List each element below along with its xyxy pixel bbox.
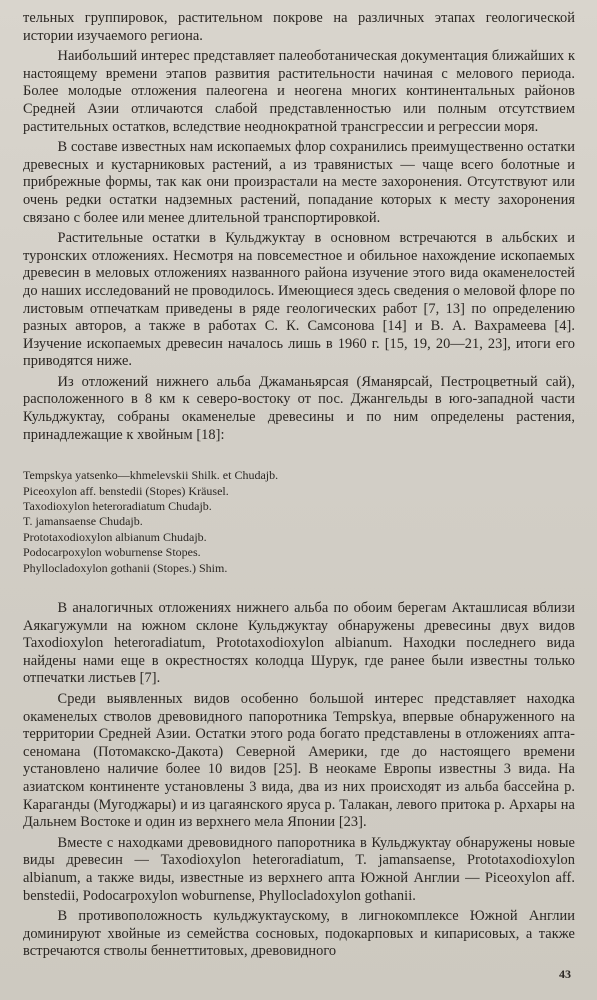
paragraph: Среди выявленных видов особенно большой интерес представляет находка окаменелых стволов древовидного папоротника Tempskya, впервые обнаруженного на территории Средней Азии. Остатки этого рода богато представлены в отложениях апта-сеномана (Потомакско-Дакота) Северной Америки, где до настоящего времени установлено наличие более 10 видов [25]. В неокаме Европы известны 3 вида. На азиатском континенте установлены 3 вида, два из них происходят из альба бассейна р. Караганды (Мугоджары) и из цагаянского яруса р. Талакан, левого притока р. Архары на Дальнем Востоке и один из верхнего мела Японии [23]. [23, 691, 575, 831]
paragraph: В противоположность кульджуктаускому, в лигнокомплексе Южной Англии доминируют хвойные из семейства сосновых, подокарповых и кипарисовых, а также встречаются стволы беннеттитовых, древовидного [23, 908, 575, 960]
species-item: Podocarpoxylon woburnense Stopes. [23, 545, 201, 560]
species-item: T. jamansaense Chudajb. [23, 514, 143, 529]
species-list [23, 468, 575, 576]
paragraph: Вместе с находками древовидного папоротника в Кульджуктау обнаружены новые виды древесин — Taxodioxylon heteroradiatum, T. jamansaense, Prototaxodioxylon albianum, а также виды, известные из верхнего апта Южной Англии — Piceoxylon aff. benstedii, Podocarpoxylon woburnense, Phyllocladoxylon gothanii. [23, 834, 575, 904]
species-item: Tempskya yatsenko—khmelevskii Shilk. et Chudajb. [23, 468, 279, 483]
page-number: 43 [559, 967, 571, 981]
species-item: Piceoxylon aff. benstedii (Stopes) Kräusel. [23, 483, 229, 498]
paragraph: Наибольший интерес представляет палеоботаническая документация ближайших к настоящему времени этапов развития растительности начиная с мелового периода. Более молодые отложения палеогена и неогена многих континентальных районов Средней Азии отличаются слабой представленностью или полным отсутствием растительных остатков, вследствие неоднократной трансгрессии и регрессии моря. [23, 48, 575, 135]
paragraph: В составе известных нам ископаемых флор сохранились преимущественно остатки древесных и кустарниковых растений, а из травянистых — чаще всего болотные и прибрежные формы, так как они произрастали на месте захоронения. Отсутствуют или очень редки остатки надземных растений, попадание которых к месту захоронения связано с более или менее длительной транспортировкой. [23, 139, 575, 226]
species-item: Phyllocladoxylon gothanii (Stopes.) Shim. [23, 560, 228, 575]
species-item: Taxodioxylon heteroradiatum Chudajb. [23, 499, 212, 514]
text-block-bottom [23, 600, 575, 961]
paragraph: тельных группировок, растительном покрове на различных этапах геологической истории изучаемого региона. [23, 10, 575, 44]
text-block-top [23, 10, 575, 444]
paragraph: Из отложений нижнего альба Джаманьярсая (Яманярсай, Пестроцветный сай), расположенного в 8 км к северо-востоку от пос. Джангельды в юго-западной части Кульджуктау, собраны окаменелые древесины и по ним определены растения, принадлежащие к хвойным [18]: [23, 373, 575, 443]
species-item: Prototaxodioxylon albianum Chudajb. [23, 529, 207, 544]
paragraph: В аналогичных отложениях нижнего альба по обоим берегам Акташлисая вблизи Аякагужумли на южном склоне Кульджуктау обнаружены древесины двух видов Taxodioxylon heteroradiatum, Prototaxodioxylon albianum. Находки последнего вида найдены нами еще в окрестностях колодца Шурук, где ранее были известны только отпечатки листьев [7]. [23, 600, 575, 687]
paragraph: Растительные остатки в Кульджуктау в основном встречаются в альбских и туронских отложениях. Несмотря на повсеместное и обильное нахождение ископаемых древесин в меловых отложениях названного района изучение этого вида окаменелостей до наших исследований не проводилось. Имеющиеся здесь сведения о меловой флоре по листовым отпечаткам приведены в ряде геологических работ [7, 13] по определению разных авторов, а также в работах С. К. Самсонова [14] и В. А. Вахрамеева [4]. Изучение ископаемых древесин началось лишь в 1960 г. [15, 19, 20—21, 23], итоги его приводятся ниже. [23, 230, 575, 370]
